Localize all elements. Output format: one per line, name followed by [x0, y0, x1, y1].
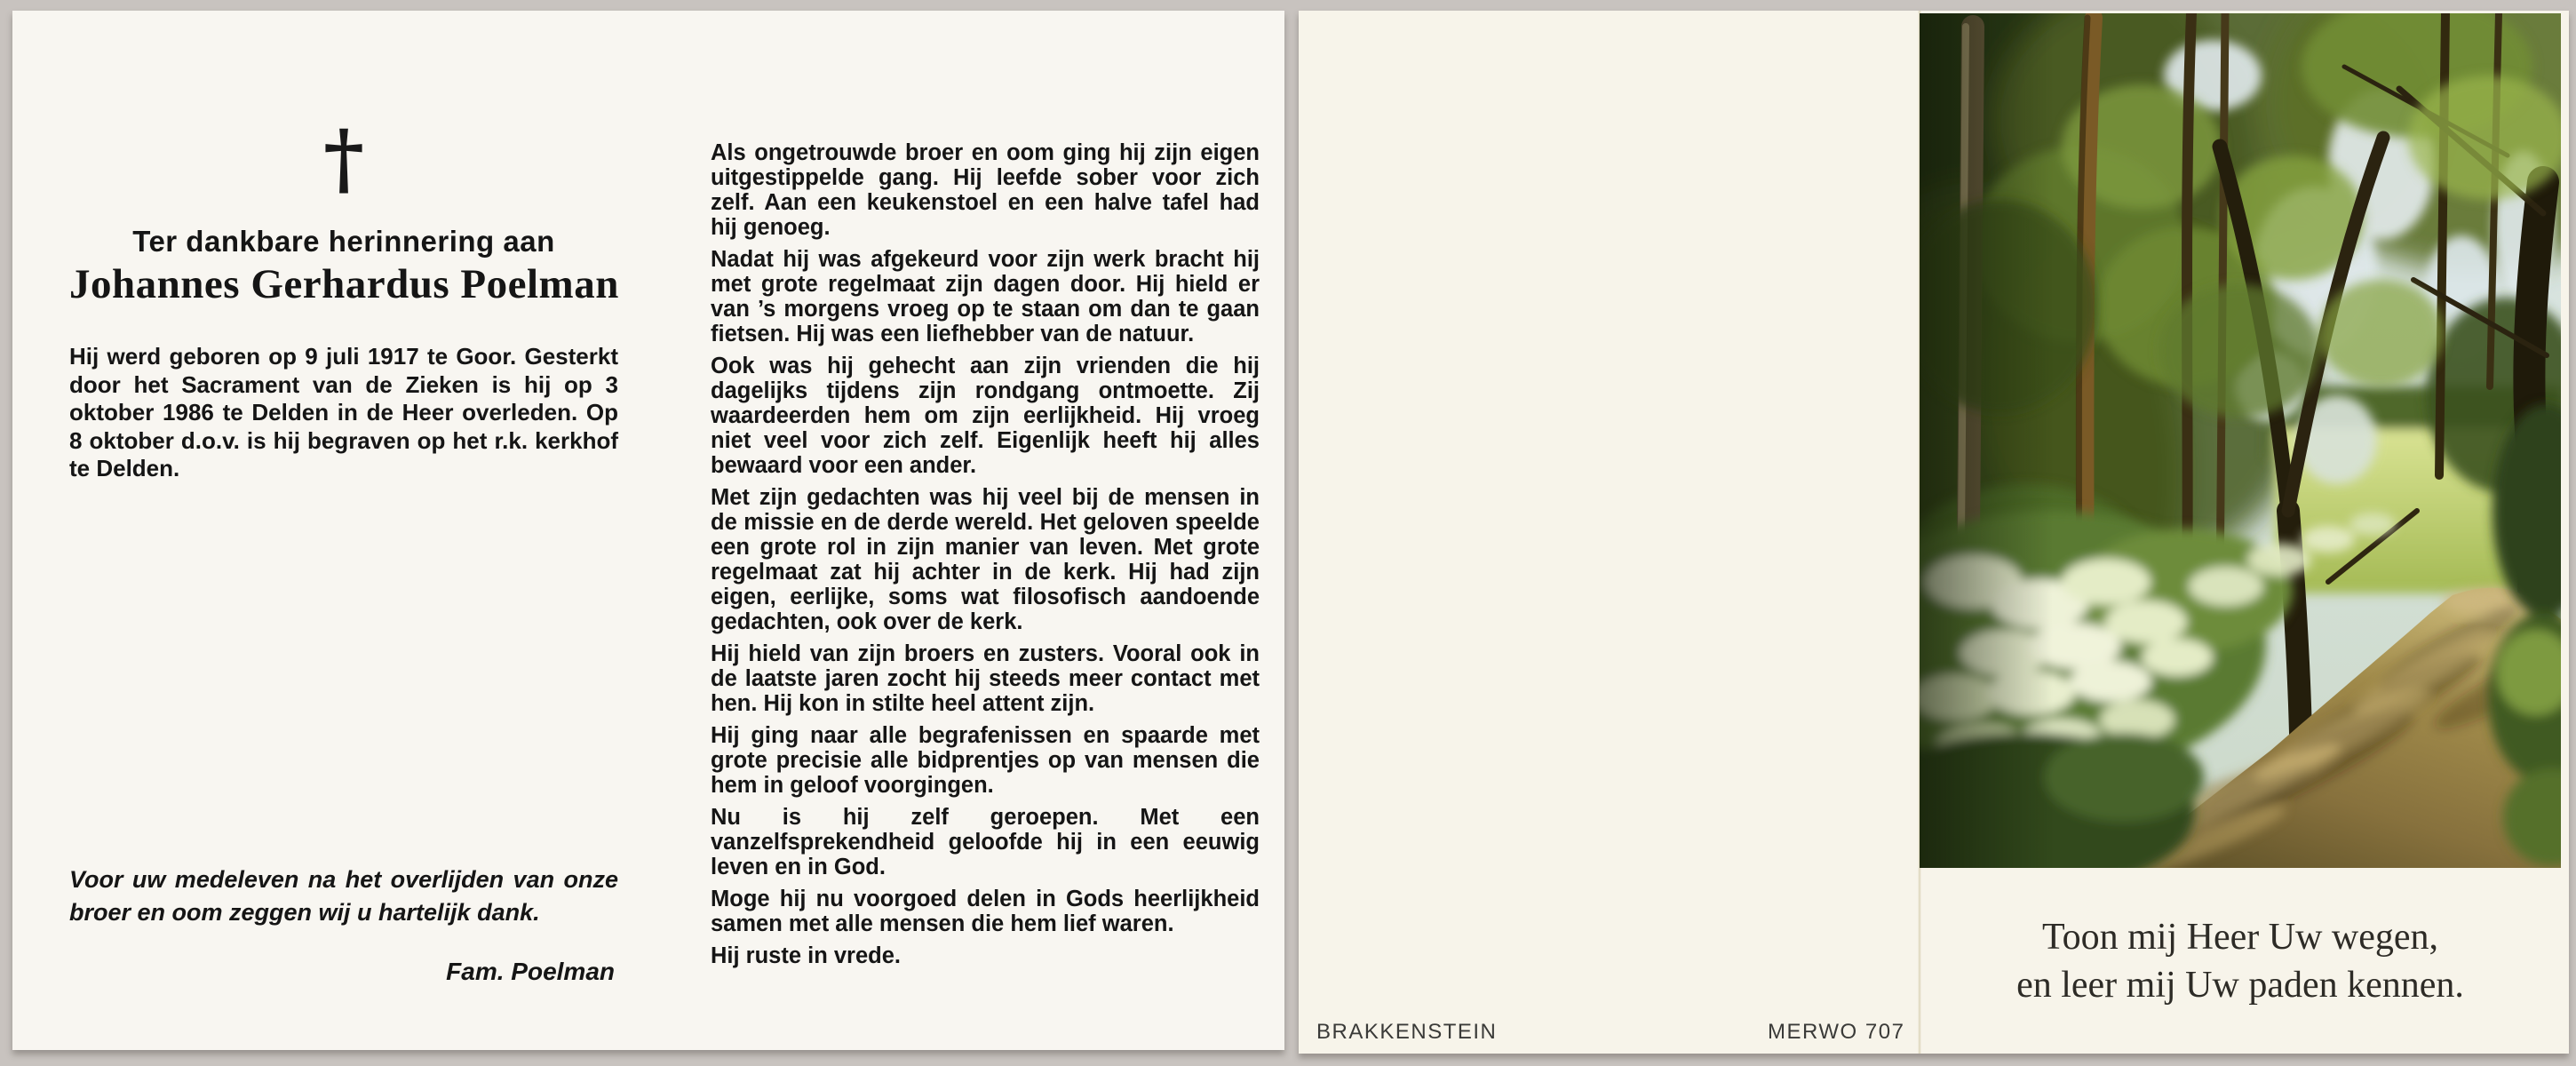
body-paragraph: Ook was hij gehecht aan zijn vrienden die hij dagelijks tijdens zijn rondgang ontmoette. Zij waardeerden hem om zijn eerlijkheid. Hij vroeg niet veel voor zich zelf. Eigenlijk heeft hij alles bewaard voor een ander.	[711, 354, 1260, 478]
family-signature: Fam. Poelman	[446, 958, 615, 985]
memorial-intro-line: Ter dankbare herinnering aan	[132, 225, 555, 258]
body-paragraph: Nu is hij zelf geroepen. Met een vanzelfsprekendheid geloofde hij in een eeuwig leven en in God.	[711, 805, 1260, 879]
verse-line-1: Toon mij Heer Uw wegen,	[2041, 917, 2439, 958]
inner-left-page	[69, 11, 618, 1050]
body-paragraph: Hij ruste in vrede.	[711, 943, 901, 968]
deceased-name: Johannes Gerhardus Poelman	[69, 261, 619, 307]
body-paragraph: Nadat hij was afgekeurd voor zijn werk bracht hij met grote regelmaat zijn dagen door. Hij hield er van ’s morgens vroeg op te staan om dan te gaan fietsen. Hij was een liefhebber van de natuur.	[711, 247, 1260, 346]
condolence-thanks-paragraph: Voor uw medeleven na het overlijden van onze broer en oom zeggen wij u hartelijk dank.	[69, 866, 618, 926]
memorial-card-outer-spread	[1299, 11, 2569, 1054]
cross-icon: †	[322, 112, 365, 204]
body-paragraph: Moge hij nu voorgoed delen in Gods heerlijkheid samen met alle mensen die hem lief waren.	[711, 887, 1260, 936]
body-paragraph: Hij hield van zijn broers en zusters. Vooral ook in de laatste jaren zocht hij steeds meer contact met hen. Hij kon in stilte heel attent zijn.	[711, 641, 1260, 716]
body-paragraph: Hij ging naar alle begrafenissen en spaarde met grote precisie alle bidprentjes op van mensen die hem in geloof voorgingen.	[711, 723, 1260, 798]
body-paragraph: Met zijn gedachten was hij veel bij de mensen in de missie en de derde wereld. Het geloven speelde een grote rol in zijn manier van leven. Met grote regelmaat zat hij achter in de kerk. Hij had zijn eigen, eerlijke, soms wat filosofisch aandoende gedachten, ook over de kerk.	[711, 485, 1260, 634]
memorial-card-inner-spread	[12, 11, 1284, 1050]
prayer-verse	[1920, 913, 2561, 1009]
eulogy-column	[711, 140, 1260, 975]
forest-path-photo	[1920, 13, 2561, 868]
life-dates-paragraph: Hij werd geboren op 9 juli 1917 te Goor. Gesterkt door het Sacrament van de Zieken is hij op 3 oktober 1986 te Delden in de Heer overleden. Op 8 oktober d.o.v. is hij begraven op het r.k. kerkhof te Delden.	[69, 343, 618, 481]
forest-path-illustration	[1920, 13, 2561, 868]
body-paragraph: Als ongetrouwde broer en oom ging hij zijn eigen uitgestippelde gang. Hij leefde sober voor zich zelf. Aan een keukenstoel en een halve tafel had hij genoeg.	[711, 140, 1260, 240]
printer-code: MERWO 707	[1768, 1020, 1905, 1044]
verse-line-2: en leer mij Uw paden kennen.	[2016, 965, 2464, 1006]
publisher-name: BRAKKENSTEIN	[1316, 1020, 1498, 1044]
